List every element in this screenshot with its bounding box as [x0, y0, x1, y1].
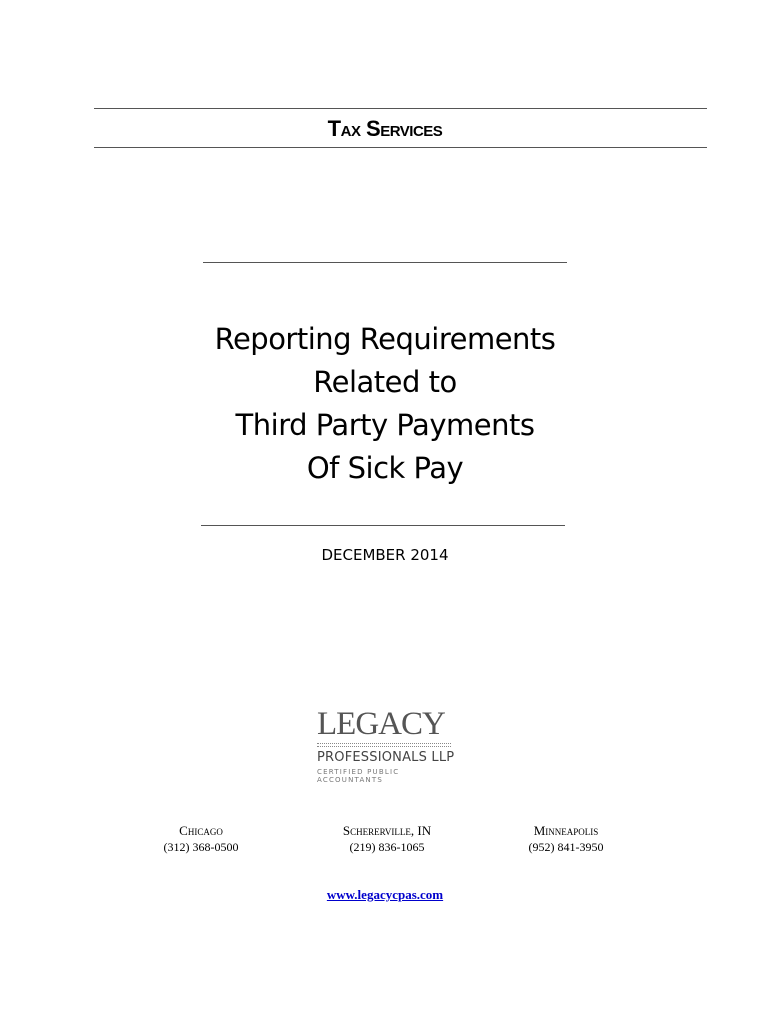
website-container	[0, 887, 770, 903]
document-title-line-3: Third Party Payments	[235, 408, 535, 442]
header-top-rule	[94, 108, 707, 109]
document-title-line-4: Of Sick Pay	[306, 451, 464, 485]
company-logo	[317, 707, 457, 784]
section-title: Tax Services	[327, 116, 443, 141]
logo-divider	[317, 743, 451, 747]
document-title-line-1: Reporting Requirements	[214, 322, 556, 356]
office-schererville	[302, 823, 472, 855]
document-title-line-2: Related to	[313, 365, 457, 399]
office-city: Schererville, IN	[342, 823, 432, 838]
logo-tagline: CERTIFIED PUBLIC ACCOUNTANTS	[317, 768, 400, 784]
header-bottom-rule	[94, 147, 707, 148]
document-title	[0, 318, 770, 490]
document-date: DECEMBER 2014	[321, 546, 449, 564]
title-top-rule	[203, 262, 567, 263]
website-link[interactable]: www.legacycpas.com	[326, 887, 444, 902]
office-chicago	[116, 823, 286, 855]
office-phone: (219) 836-1065	[349, 840, 425, 854]
logo-subtitle: PROFESSIONALS LLP	[317, 750, 455, 765]
office-city: Minneapolis	[533, 823, 599, 838]
logo-name: LEGACY	[317, 706, 445, 742]
office-phone: (312) 368-0500	[163, 840, 239, 854]
title-bottom-rule	[201, 525, 565, 526]
office-phone: (952) 841-3950	[528, 840, 604, 854]
office-minneapolis	[481, 823, 651, 855]
office-city: Chicago	[179, 823, 223, 838]
